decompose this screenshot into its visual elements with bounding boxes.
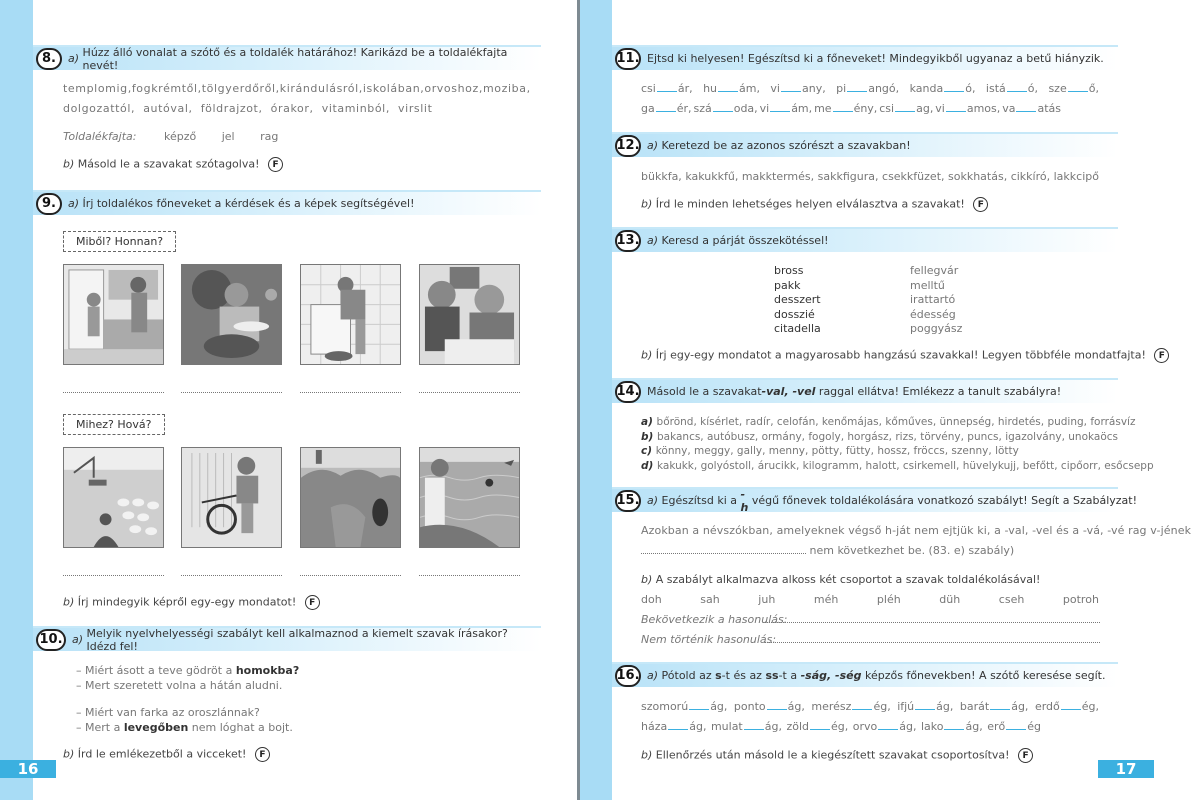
subtask-label: a) (647, 669, 659, 682)
word: bükkfa, (641, 170, 682, 183)
missing-letter-blank[interactable] (656, 111, 676, 112)
group-label: Bekövetkezik a hasonulás: (641, 613, 788, 626)
subtask-label: a) (647, 494, 659, 507)
rule-blank[interactable] (641, 553, 806, 554)
fill-word: vi ám, (759, 102, 813, 115)
suffix-highlight: -h (740, 487, 749, 514)
word: sakkfigura, (817, 170, 879, 183)
answer-line[interactable] (300, 575, 401, 576)
suffix-highlight: -val, -vel (761, 385, 816, 398)
subtask-label: a) (72, 633, 84, 646)
word-rows (641, 415, 1154, 473)
exercise-10b (63, 747, 270, 762)
fill-word: erő ég (987, 720, 1041, 733)
type-jel[interactable]: jel (221, 130, 235, 143)
fill-word: ponto ág, (733, 700, 805, 713)
group-2-answer-line[interactable] (765, 642, 1100, 643)
instruction: Ejtsd ki helyesen! Egészítsd ki a főneveket! Mindegyikből ugyanaz a betű hiányzik. (647, 52, 1104, 65)
exercise-number: 12. (615, 135, 641, 157)
fill-word: vi any, (770, 82, 826, 95)
instruction: Egészítsd ki a (661, 494, 741, 507)
match-word-right: édesség (910, 307, 956, 321)
missing-letter-blank[interactable] (944, 91, 964, 92)
exercise-14-header (612, 378, 1118, 403)
h-word: düh (939, 593, 961, 606)
word: virslit (398, 102, 433, 115)
notebook-icon: F (1018, 748, 1033, 763)
answer-line[interactable] (181, 392, 282, 393)
group-1-row (641, 613, 1100, 626)
right-margin-band (580, 0, 612, 800)
fill-line-2 (641, 720, 1041, 733)
picture-girl-at-washing-machine (300, 264, 401, 365)
subtask-label: a) (647, 139, 659, 152)
exercise-number: 10. (36, 629, 66, 651)
match-left-column (774, 264, 821, 337)
missing-letter-blank[interactable] (770, 111, 790, 112)
instruction: Írd le minden lehetséges helyen elválasztva a szavakat! (655, 197, 965, 211)
group-2-row (641, 633, 1100, 646)
exercise-15-header (612, 487, 1138, 514)
left-margin-band (0, 0, 33, 800)
exercise-number: 11. (615, 48, 641, 70)
exercise-16-header (612, 662, 1118, 687)
instruction: Ellenőrzés után másold le a kiegészített szavakat csoportosítva! (655, 748, 1010, 762)
fill-line-1 (641, 82, 1099, 95)
missing-letter-blank[interactable] (946, 111, 966, 112)
picture-girl-and-woman-kitchen (63, 264, 164, 365)
instruction: Pótold az (661, 669, 716, 682)
instruction: -t és az (721, 669, 766, 682)
word: tölgyerdőről, (201, 82, 280, 95)
h-word: potroh (1062, 593, 1099, 606)
exercise-8-header (33, 45, 541, 70)
h-word: pléh (876, 593, 901, 606)
joke-line: – Mert szeretett volna a hátán aludni. (76, 678, 283, 692)
picture-boy-in-boat-sea (419, 447, 520, 548)
subtask-label: b) (641, 748, 653, 762)
answer-line[interactable] (181, 575, 282, 576)
joke-2 (76, 706, 293, 735)
answer-line[interactable] (300, 392, 401, 393)
exercise-10-header (33, 626, 541, 651)
instruction: Másold le a szavakat szótagolva! (77, 157, 260, 171)
subtask-label: b) (63, 747, 75, 761)
word: órakor, (270, 102, 314, 115)
h-word: cseh (998, 593, 1025, 606)
match-word-left: desszert (774, 293, 821, 306)
match-word-left: dosszié (774, 307, 815, 321)
instruction: Írj egy-egy mondatot a magyarosabb hangzású szavakkal! Legyen többféle mondatfajta! (655, 348, 1146, 362)
subtask-label: b) (641, 348, 653, 362)
missing-letter-blank[interactable] (744, 729, 764, 730)
word-list (641, 170, 1099, 183)
fill-word: va atás (1002, 102, 1061, 115)
joke-line: – Miért ásott a teve gödröt a (76, 664, 236, 677)
notebook-icon: F (255, 747, 270, 762)
missing-letter-blank[interactable] (657, 91, 677, 92)
missing-letter-blank[interactable] (915, 709, 935, 710)
match-word-left: bross (774, 264, 804, 277)
fill-word: orvo ág, (852, 720, 917, 733)
word-row (641, 444, 1154, 459)
match-word-right: poggyász (910, 322, 963, 335)
h-word: juh (758, 593, 776, 606)
word: orvoshoz, (424, 82, 483, 95)
fill-word: vi amos, (935, 102, 1001, 115)
word: autóval, (143, 102, 193, 115)
exercise-8b (63, 157, 283, 172)
word-row (641, 430, 1154, 445)
instruction: Melyik nyelvhelyességi szabályt kell alkalmaznod a kiemelt szavak írásakor? Idézd fel! (86, 626, 508, 653)
answer-line[interactable] (63, 392, 164, 393)
missing-letter-blank[interactable] (689, 709, 709, 710)
row-label: d) (641, 459, 657, 472)
missing-letter-blank[interactable] (847, 91, 867, 92)
instruction: Írj mindegyik képről egy-egy mondatot! (77, 595, 297, 609)
match-word-left: citadella (774, 322, 821, 335)
answer-line[interactable] (419, 575, 520, 576)
fill-word: szá oda, (693, 102, 758, 115)
rule-line-2 (641, 544, 1014, 557)
word-list-line-2 (63, 102, 433, 115)
word: cikkíró, (1010, 170, 1051, 183)
fill-word: kanda ó, (909, 82, 976, 95)
page-number-left: 16 (0, 760, 56, 778)
picture-boy-with-bicycle (181, 447, 282, 548)
fill-word: háza ág, (641, 720, 707, 733)
missing-letter-blank[interactable] (767, 709, 787, 710)
word: vitaminból, (321, 102, 390, 115)
highlighted-word: levegőben (123, 720, 189, 734)
group-label: Nem történik hasonulás: (641, 633, 777, 646)
h-word: doh (641, 593, 662, 606)
subtask-label: a) (68, 52, 80, 65)
word: moziba, (482, 82, 531, 95)
joke-1 (76, 664, 299, 693)
answer-line[interactable] (419, 392, 520, 393)
missing-letter-blank[interactable] (852, 709, 872, 710)
question-box-mihez-hova: Mihez? Hová? (63, 414, 165, 435)
missing-letter-blank[interactable] (990, 709, 1010, 710)
instruction: végű főnevek toldalékolására vonatkozó szabályt! Segít a Szabályzat! (748, 494, 1138, 507)
question-box-mibol-honnan: Miből? Honnan? (63, 231, 176, 252)
exercise-number: 15. (615, 490, 641, 512)
instruction: -t a (778, 669, 801, 682)
fill-line-2 (641, 102, 1061, 115)
missing-letter-blank[interactable] (1068, 91, 1088, 92)
exercise-13b (641, 348, 1169, 363)
instruction: Keresd a párját összekötéssel! (661, 234, 829, 247)
fill-word: csi ag, (879, 102, 934, 115)
fill-word: zöld ég, (786, 720, 849, 733)
word-list-line-1 (63, 82, 531, 95)
group-1-answer-line[interactable] (765, 622, 1100, 623)
word: dolgozattól, (63, 102, 136, 115)
word: csekkfüzet, (882, 170, 945, 183)
fill-word: pi angó, (836, 82, 900, 95)
exercise-9b (63, 595, 320, 610)
subtask-label: b) (641, 197, 653, 211)
fill-word: csi ár, (641, 82, 693, 95)
word: földrajzot, (200, 102, 263, 115)
match-word-left: pakk (774, 278, 801, 292)
row-words: bőrönd, kísérlet, radír, celofán, kenőmájas, kőműves, ünnepség, hirdetés, puding, forrásvíz (656, 416, 1136, 428)
row-label: b) (641, 430, 657, 443)
suffix-highlight: -ság, -ség (800, 669, 862, 682)
word: iskolában, (362, 82, 425, 95)
fill-word: merész ég, (811, 700, 891, 713)
exercise-9-header (33, 190, 541, 215)
exercise-12b (641, 197, 988, 212)
instruction: Másold le a szavakat (647, 385, 762, 398)
joke-line: – Mert a (76, 720, 124, 734)
notebook-icon: F (305, 595, 320, 610)
row-words: könny, meggy, gally, menny, pötty, fütty, hossz, fröccs, szenny, lötty (655, 445, 1019, 457)
missing-letter-blank[interactable] (718, 91, 738, 92)
missing-letter-blank[interactable] (895, 111, 915, 112)
missing-letter-blank[interactable] (668, 729, 688, 730)
fill-word: sze ő, (1048, 82, 1099, 95)
subtask-label: a) (68, 197, 80, 210)
word: kakukkfű, (685, 170, 739, 183)
word: makktermés, (741, 170, 815, 183)
row-label: c) (641, 445, 656, 457)
missing-letter-blank[interactable] (1016, 111, 1036, 112)
missing-letter-blank[interactable] (878, 729, 898, 730)
exercise-number: 13. (615, 230, 641, 252)
fill-word: hu ám, (703, 82, 760, 95)
exercise-number: 16. (615, 665, 641, 687)
fill-line-1 (641, 700, 1099, 713)
picture-rocky-landscape-bird (300, 447, 401, 548)
type-rag[interactable]: rag (260, 130, 279, 143)
fill-word: me ény, (814, 102, 878, 115)
instruction: A szabályt alkalmazva alkoss két csoportot a szavak toldalékolásával! (655, 573, 1041, 586)
missing-letter-blank[interactable] (944, 729, 964, 730)
word: templomig, (63, 82, 132, 95)
picture-boy-and-girl-at-desk (419, 264, 520, 365)
match-word-right: melltű (910, 278, 945, 292)
picture-woman-cooking-pot (181, 264, 282, 365)
word-row (641, 459, 1154, 474)
fill-word: mulat ág, (710, 720, 782, 733)
notebook-icon: F (973, 197, 988, 212)
word-row (641, 415, 1154, 430)
subtask-label: b) (641, 573, 653, 586)
word: fogkrémtől, (131, 82, 202, 95)
subtask-label: b) (63, 157, 75, 171)
h-word: méh (813, 593, 839, 606)
rule-line-1: Azokban a névszókban, amelyeknek végső h-ját nem ejtjük ki, a -val, -vel és a -vá, -vé rag v-jének (641, 524, 1191, 537)
exercise-13-header (612, 227, 1118, 252)
row-words: bakancs, autóbusz, ormány, fogoly, horgász, rizs, törvény, puncs, igazolvány, unokaöcs (656, 430, 1118, 443)
exercise-number: 9. (36, 193, 62, 215)
missing-letter-blank[interactable] (1006, 729, 1026, 730)
letter-highlight: s (715, 669, 722, 682)
exercise-15b (641, 573, 1040, 586)
joke-line: – Miért van farka az oroszlánnak? (76, 706, 260, 719)
word: sokkhatás, (948, 170, 1008, 183)
instruction: Keretezd be az azonos szórészt a szavakban! (661, 139, 911, 152)
exercise-number: 8. (36, 48, 62, 70)
missing-letter-blank[interactable] (833, 111, 853, 112)
instruction: képzős főnevekben! A szótő keresése segít. (861, 669, 1106, 682)
subtask-label: b) (63, 595, 75, 609)
picture-shepherd-with-sheep-crane (63, 447, 164, 548)
missing-letter-blank[interactable] (713, 111, 733, 112)
fill-word: szomorú ág, (641, 700, 728, 713)
instruction: Írd le emlékezetből a vicceket! (77, 747, 247, 761)
instruction: raggal ellátva! Emlékezz a tanult szabályra! (815, 385, 1062, 398)
missing-letter-blank[interactable] (810, 729, 830, 730)
page-number-right: 17 (1098, 760, 1154, 778)
match-right-column (910, 264, 962, 337)
fill-word: lako ág, (920, 720, 983, 733)
fill-word: barát ág, (959, 700, 1029, 713)
rule-text: nem következhet be. (83. e) szabály) (809, 544, 1015, 557)
fill-word: istá ó, (985, 82, 1038, 95)
exercise-number: 14. (615, 381, 641, 403)
missing-letter-blank[interactable] (1007, 91, 1027, 92)
fill-word: ifjú ág, (897, 700, 954, 713)
row-label: a) (641, 416, 657, 428)
match-word-right: irattartó (910, 293, 956, 306)
exercise-16b (641, 748, 1033, 763)
subtask-label: a) (647, 234, 659, 247)
h-word: sah (700, 593, 720, 606)
word: kirándulásról, (279, 82, 363, 95)
exercise-11-header (612, 45, 1118, 70)
suffix-type-row (63, 130, 278, 143)
notebook-icon: F (1154, 348, 1169, 363)
missing-letter-blank[interactable] (1061, 709, 1081, 710)
instruction: Húzz álló vonalat a szótő és a toldalék határához! Karikázd be a toldalékfajta nevét! (82, 45, 508, 72)
missing-letter-blank[interactable] (781, 91, 801, 92)
notebook-icon: F (268, 157, 283, 172)
joke-line: nem lóghat a bojt. (188, 720, 293, 734)
highlighted-word: homokba? (235, 664, 300, 677)
letter-highlight: ss (765, 669, 779, 682)
answer-line[interactable] (63, 575, 164, 576)
exercise-12-header (612, 132, 1118, 157)
suffix-type-label: Toldalékfajta: (63, 130, 137, 143)
fill-word: ga ér, (641, 102, 692, 115)
instruction: Írj toldalékos főneveket a kérdések és a képek segítségével! (82, 197, 415, 210)
type-kepzo[interactable]: képző (164, 130, 197, 143)
match-word-right: fellegvár (910, 264, 959, 277)
fill-word: erdő ég, (1034, 700, 1099, 713)
word: lakkcipő (1053, 170, 1099, 183)
row-words: kakukk, golyóstoll, árucikk, kilogramm, halott, csirkemell, hüvelykujj, befőtt, cipőorr, esőcsepp (656, 459, 1154, 472)
h-word-list (641, 593, 1099, 606)
